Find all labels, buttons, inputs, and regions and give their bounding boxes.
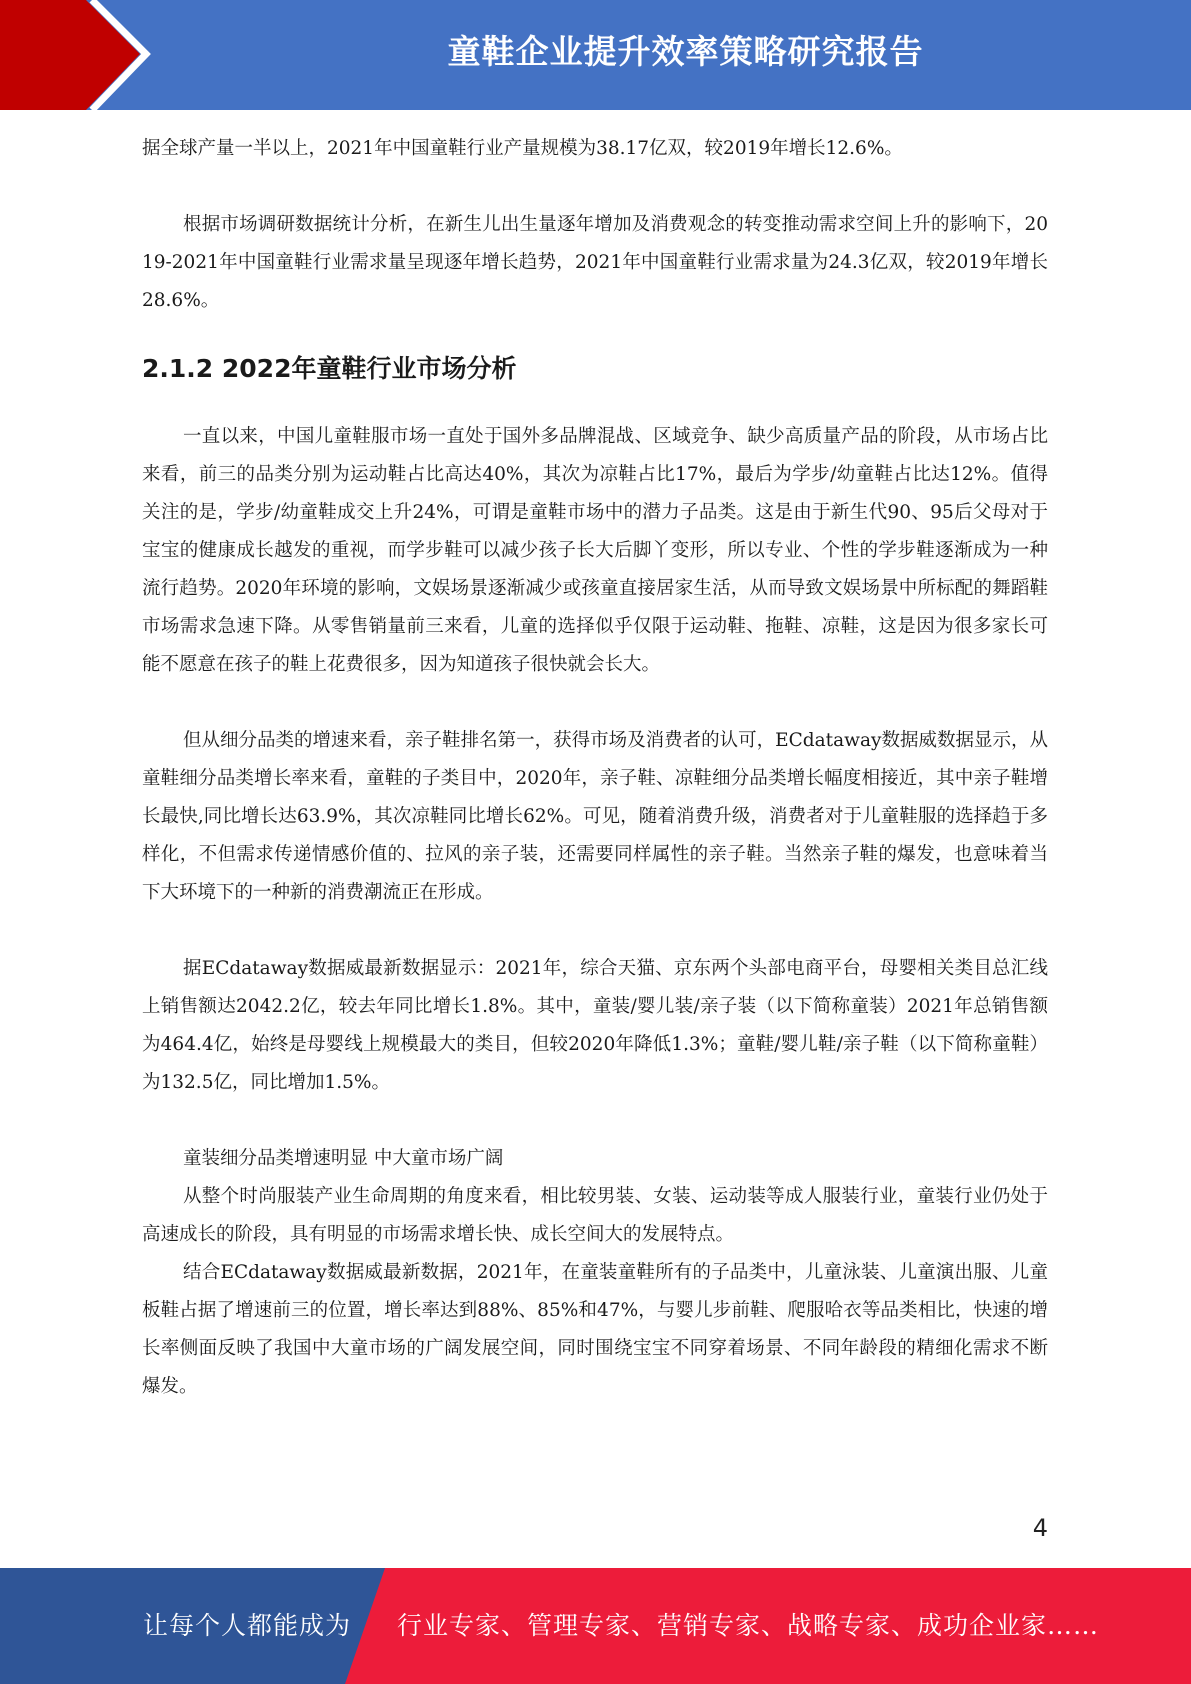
paragraph-growth-rate: 结合ECdataway数据威最新数据，2021年，在童装童鞋所有的子品类中，儿童泳装、儿童演出服、儿童板鞋占据了增速前三的位置，增长率达到88%、85%和47%，与婴儿步前鞋、爬服哈衣等品类相比，快速的增长率侧面反映了我国中大童市场的广阔发展空间，同时围绕宝宝不同穿着场景、不同年龄段的精细化需求不断爆发。 — [142, 1262, 1048, 1397]
paragraph-market-share: 一直以来，中国儿童鞋服市场一直处于国外多品牌混战、区域竞争、缺少高质量产品的阶段，从市场占比来看，前三的品类分别为运动鞋占比高达40%，其次为凉鞋占比17%，最后为学步/幼童鞋占比达12%。值得关注的是，学步/幼童鞋成交上升24%，可谓是童鞋市场中的潜力子品类。这是由于新生代90、95后父母对于宝宝的健康成长越发的重视，而学步鞋可以减少孩子长大后脚丫变形，所以专业、个性的学步鞋逐渐成为一种流行趋势。2020年环境的影响，文娱场景逐渐减少或孩童直接居家生活，从而导致文娱场景中所标配的舞蹈鞋市场需求急速下降。从零售销量前三来看，儿童的选择似乎仅限于运动鞋、拖鞋、凉鞋，这是因为很多家长可能不愿意在孩子的鞋上花费很多，因为知道孩子很快就会长大。 — [142, 426, 1048, 675]
page-footer — [0, 1568, 1191, 1684]
section-heading: 2.1.2 2022年童鞋行业市场分析 — [142, 354, 517, 383]
paragraph-online-sales: 据ECdataway数据威最新数据显示：2021年，综合天猫、京东两个头部电商平台，母婴相关类目总汇线上销售额达2042.2亿，较去年同比增长1.8%。其中，童装/婴儿装/亲子装（以下简称童装）2021年总销售额为464.4亿，始终是母婴线上规模最大的类目，但较2020年降低1.3%；童鞋/婴儿鞋/亲子鞋（以下简称童鞋）为132.5亿，同比增加1.5%。 — [142, 958, 1048, 1093]
footer-slogan-right: 行业专家、管理专家、营销专家、战略专家、成功企业家…… — [397, 1611, 1100, 1640]
header-arrow-decoration — [0, 0, 160, 110]
paragraph-subheading: 童装细分品类增速明显 中大童市场广阔 — [183, 1148, 504, 1169]
document-body — [142, 130, 1048, 1406]
paragraph-demand: 根据市场调研数据统计分析，在新生儿出生量逐年增加及消费观念的转变推动需求空间上升的影响下，2019-2021年中国童鞋行业需求量呈现逐年增长趋势，2021年中国童鞋行业需求量为24.3亿双，较2019年增长28.6%。 — [142, 214, 1048, 311]
paragraph-production: 据全球产量一半以上，2021年中国童鞋行业产量规模为38.17亿双，较2019年增长12.6%。 — [142, 138, 903, 159]
footer-slogan-left: 让每个人都能成为 — [143, 1611, 352, 1640]
paragraph-parent-child-shoes: 但从细分品类的增速来看，亲子鞋排名第一，获得市场及消费者的认可，ECdataway数据威数据显示，从童鞋细分品类增长率来看，童鞋的子类目中，2020年，亲子鞋、凉鞋细分品类增长幅度相接近，其中亲子鞋增长最快,同比增长达63.9%，其次凉鞋同比增长62%。可见，随着消费升级，消费者对于儿童鞋服的选择趋于多样化，不但需求传递情感价值的、拉风的亲子装，还需要同样属性的亲子鞋。当然亲子鞋的爆发，也意味着当下大环境下的一种新的消费潮流正在形成。 — [142, 730, 1048, 903]
paragraph-lifecycle: 从整个时尚服装产业生命周期的角度来看，相比较男装、女装、运动装等成人服装行业，童装行业仍处于高速成长的阶段，具有明显的市场需求增长快、成长空间大的发展特点。 — [142, 1186, 1048, 1245]
page-number: 4 — [1032, 1514, 1048, 1542]
page-header — [0, 0, 1191, 110]
report-title: 童鞋企业提升效率策略研究报告 — [447, 32, 924, 71]
